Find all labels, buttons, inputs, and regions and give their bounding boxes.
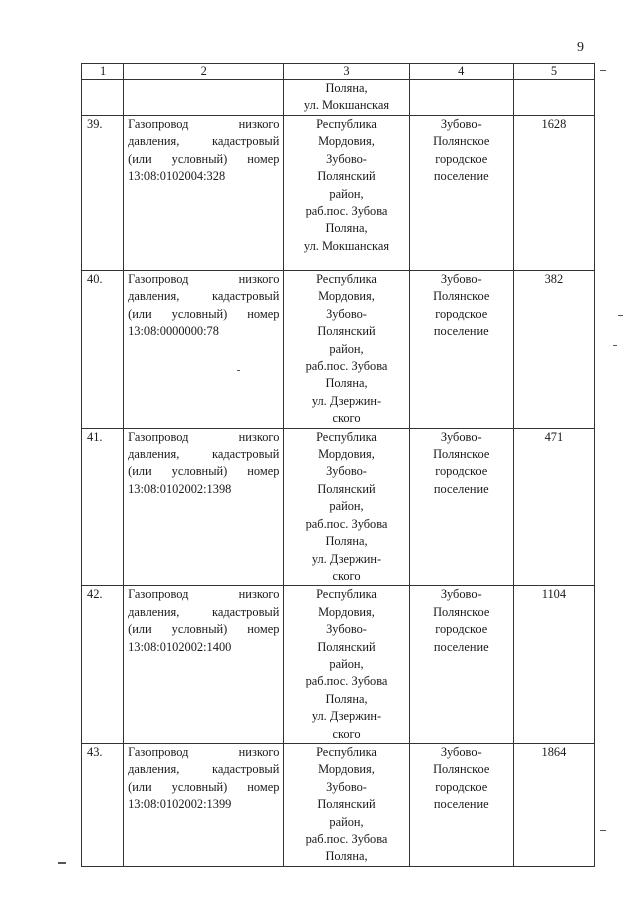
cell-municipality	[409, 271, 513, 429]
name-line: Газопровод низкого	[128, 429, 280, 444]
address-line: Зубово-	[326, 306, 367, 321]
cell-municipality	[409, 743, 513, 866]
address-line: район,	[329, 341, 364, 356]
column-header-1: 1	[82, 64, 124, 80]
cell-length: 471	[513, 428, 594, 586]
table-row	[82, 743, 595, 866]
cell-length: 1104	[513, 586, 594, 744]
municipality-line: Полянское	[433, 447, 490, 462]
cell-name	[124, 586, 284, 744]
address-line: Республика	[316, 744, 377, 759]
address-line: раб.пос. Зубова	[305, 204, 388, 219]
address-line: Мордовия,	[318, 289, 375, 304]
address-line: Полянский	[317, 481, 376, 496]
column-header-3: 3	[284, 64, 409, 80]
name-line: давления, кадастровый	[128, 447, 280, 462]
name-line: (или условный) номер	[128, 306, 280, 321]
address-line: Поляна,	[325, 221, 368, 236]
name-line: Газопровод низкого	[128, 117, 280, 131]
table-row	[82, 586, 595, 744]
cell-address	[284, 80, 409, 116]
cell-length: 382	[513, 271, 594, 429]
address-line: Поляна,	[325, 849, 368, 864]
table-row	[82, 116, 595, 271]
address-line: Зубово-	[326, 779, 367, 794]
cell-address	[284, 271, 409, 429]
cell-municipality	[409, 428, 513, 586]
address-line: Республика	[316, 117, 377, 131]
column-header-5: 5	[513, 64, 594, 80]
municipality-line: Полянское	[433, 762, 490, 777]
address-line: Республика	[316, 429, 377, 444]
name-line: (или условный) номер	[128, 622, 280, 637]
name-line: (или условный) номер	[128, 151, 280, 166]
cell-name	[124, 271, 284, 429]
address-line: ул. Мокшанская	[303, 238, 390, 253]
cell-name	[124, 428, 284, 586]
scan-speck	[237, 370, 240, 371]
name-line: 13:08:0102002:1399	[128, 797, 232, 812]
address-line: Полянский	[317, 324, 376, 339]
name-line: (или условный) номер	[128, 464, 280, 479]
municipality-line: Зубово-	[440, 429, 482, 444]
municipality-line: Полянское	[433, 134, 490, 149]
cell-length: 1628	[513, 116, 594, 271]
cell-address	[284, 428, 409, 586]
address-line: ул. Мокшанская	[303, 98, 390, 113]
cell-address	[284, 116, 409, 271]
municipality-line: Полянское	[433, 604, 490, 619]
name-line: давления, кадастровый	[128, 604, 280, 619]
address-line: Мордовия,	[318, 447, 375, 462]
cell-num: 43.	[82, 743, 124, 866]
cell-num: 41.	[82, 428, 124, 586]
name-line: Газопровод низкого	[128, 587, 280, 602]
municipality-line: Зубово-	[440, 587, 482, 602]
cell-name	[124, 116, 284, 271]
address-line: Республика	[316, 587, 377, 602]
name-line: давления, кадастровый	[128, 289, 280, 304]
name-line: давления, кадастровый	[128, 762, 280, 777]
address-line: Поляна,	[325, 691, 368, 706]
page-number: 9	[577, 40, 584, 55]
table-row	[82, 271, 595, 429]
cell-name	[124, 743, 284, 866]
address-line: Зубово-	[326, 464, 367, 479]
scan-speck	[613, 345, 617, 346]
name-line: (или условный) номер	[128, 779, 280, 794]
address-line: Полянский	[317, 797, 376, 812]
header-row	[82, 64, 595, 80]
name-line: 13:08:0102002:1400	[128, 639, 232, 654]
municipality-line: городское	[435, 306, 488, 321]
municipality-line: городское	[435, 464, 488, 479]
scan-speck	[600, 830, 606, 831]
address-line: район,	[329, 186, 364, 201]
column-header-4: 4	[409, 64, 513, 80]
name-line: Газопровод низкого	[128, 744, 280, 759]
municipality-line: Зубово-	[440, 117, 482, 131]
municipality-line: городское	[435, 151, 488, 166]
address-line: раб.пос. Зубова	[305, 359, 388, 374]
municipality-line: поселение	[433, 481, 489, 496]
continuation-row	[82, 80, 595, 116]
name-line: 13:08:0102002:1398	[128, 481, 232, 496]
municipality-line: Полянское	[433, 289, 490, 304]
municipality-line: поселение	[433, 324, 489, 339]
cell-num: 40.	[82, 271, 124, 429]
address-line: Поляна,	[325, 81, 368, 95]
cell-municipality	[409, 116, 513, 271]
municipality-line: городское	[435, 779, 488, 794]
cell-num	[82, 80, 124, 116]
municipality-line: Зубово-	[440, 272, 482, 286]
address-line: район,	[329, 656, 364, 671]
address-line: Мордовия,	[318, 134, 375, 149]
name-line: давления, кадастровый	[128, 134, 280, 149]
name-line: 13:08:0102004:328	[128, 169, 226, 184]
address-line: ул. Дзержин-	[311, 551, 382, 566]
municipality-line: Зубово-	[440, 744, 482, 759]
address-line: район,	[329, 814, 364, 829]
cell-address	[284, 586, 409, 744]
address-line: раб.пос. Зубова	[305, 832, 388, 846]
cell-num: 42.	[82, 586, 124, 744]
address-line: Мордовия,	[318, 604, 375, 619]
name-line: Газопровод низкого	[128, 272, 280, 286]
scan-speck	[618, 315, 623, 316]
address-line: ул. Дзержин-	[311, 709, 382, 724]
address-line: Зубово-	[326, 622, 367, 637]
address-line: Полянский	[317, 639, 376, 654]
municipality-line: поселение	[433, 169, 489, 184]
scan-speck	[600, 70, 606, 71]
address-line: ского	[332, 726, 361, 741]
cell-address	[284, 743, 409, 866]
address-line: раб.пос. Зубова	[305, 674, 388, 689]
municipality-line: городское	[435, 622, 488, 637]
address-line: Поляна,	[325, 534, 368, 549]
cell-length: 1864	[513, 743, 594, 866]
address-line: Полянский	[317, 169, 376, 184]
address-line: ского	[332, 411, 361, 426]
address-line: раб.пос. Зубова	[305, 516, 388, 531]
cell-municipality	[409, 80, 513, 116]
column-header-2: 2	[124, 64, 284, 80]
cell-name	[124, 80, 284, 116]
address-line: Мордовия,	[318, 762, 375, 777]
address-line: район,	[329, 499, 364, 514]
cell-municipality	[409, 586, 513, 744]
table-row	[82, 428, 595, 586]
cell-num: 39.	[82, 116, 124, 271]
address-line: ул. Дзержин-	[311, 393, 382, 408]
municipality-line: поселение	[433, 639, 489, 654]
address-line: ского	[332, 568, 361, 583]
address-line: Республика	[316, 272, 377, 286]
municipality-line: поселение	[433, 797, 489, 812]
scan-speck	[58, 862, 66, 864]
registry-table	[81, 63, 595, 867]
address-line: Поляна,	[325, 376, 368, 391]
name-line: 13:08:0000000:78	[128, 324, 219, 339]
address-line: Зубово-	[326, 151, 367, 166]
cell-length	[513, 80, 594, 116]
